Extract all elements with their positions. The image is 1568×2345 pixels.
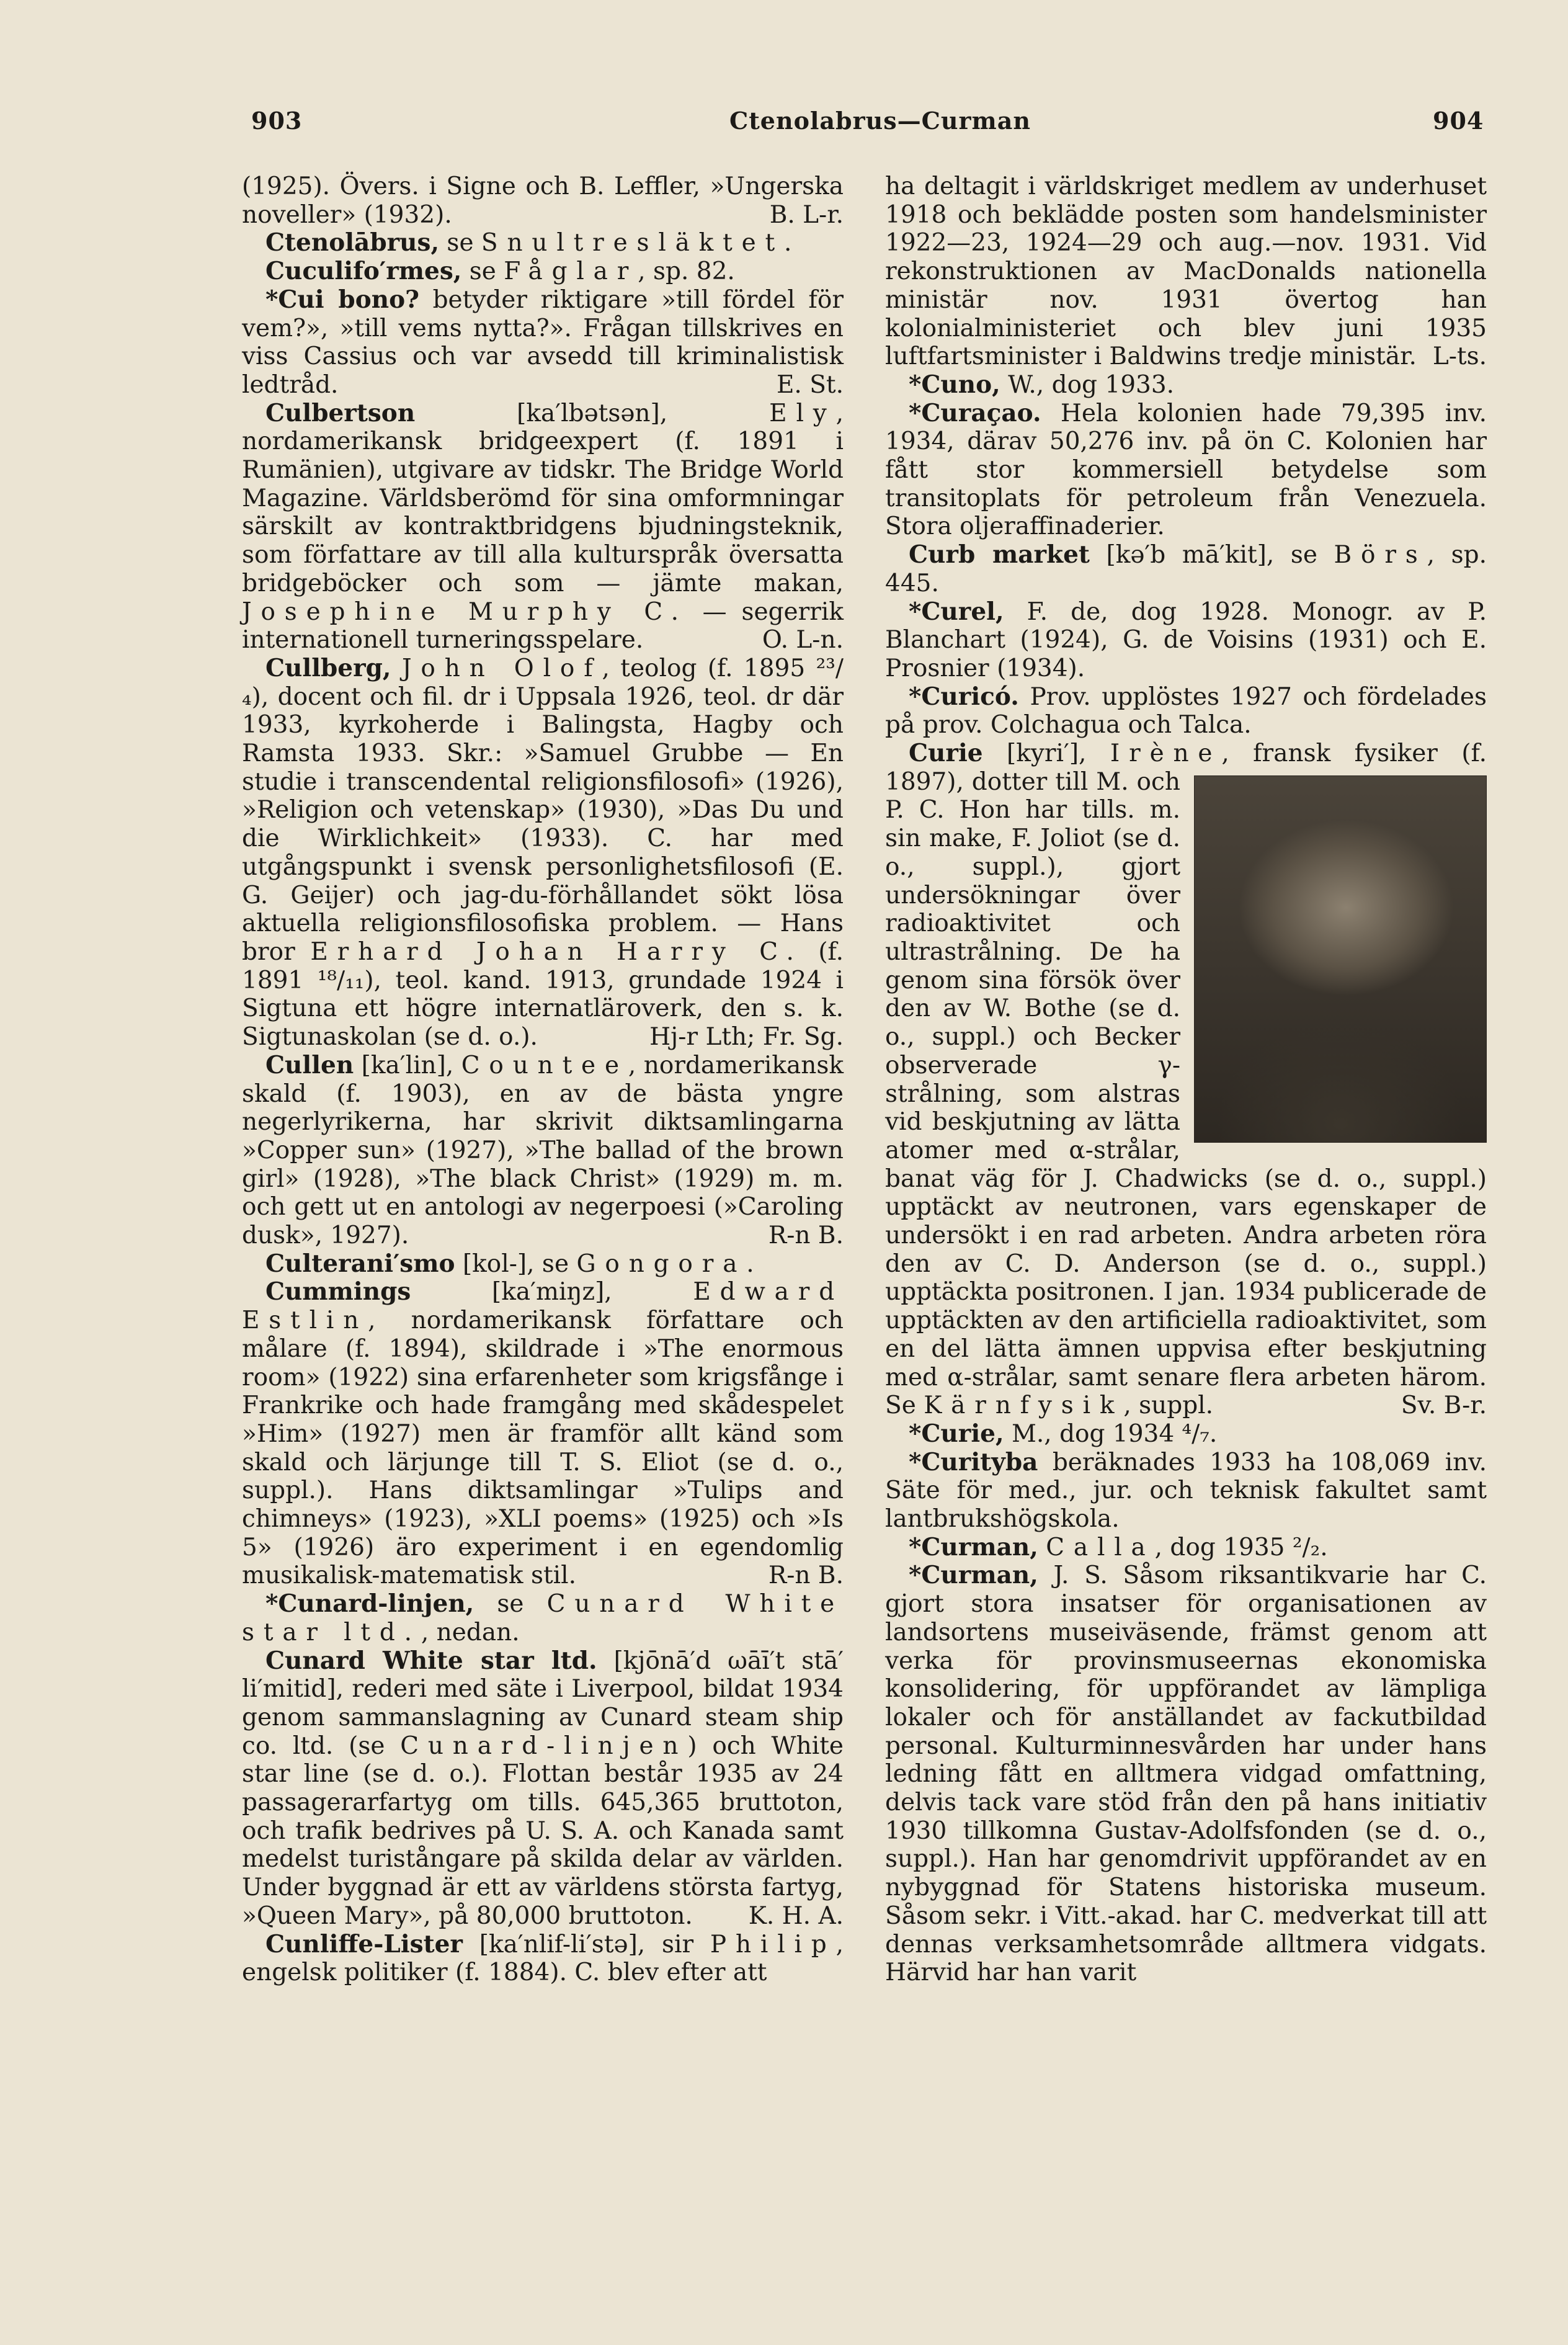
entry-paragraph (242, 286, 844, 400)
entry-paragraph (885, 541, 1487, 597)
entry-paragraph (885, 1449, 1487, 1534)
entry-headword: Cuculifo′rmes, (265, 257, 462, 286)
entry-headword: *Curman, (909, 1532, 1038, 1561)
entry-headword: Cullen (265, 1050, 354, 1079)
entry-text: [kyri′], (982, 739, 1110, 768)
author-signature: R-n B. (768, 1222, 844, 1250)
portrait-photo (1194, 775, 1487, 1143)
entry-text: J. S. Såsom riksantikvarie har C. gjort stora insatser för organisationen av landsortens museiväsende, främst genom att verka för provinsmuseernas ekonomiska konsolidering, för uppförandet av lämpliga lokaler och för anställandet av fackutbildad personal. Kulturminnesvården har under hans ledning fått en alltmera vidgad omfattning, delvis tack vare stöd från den på hans initiativ 1930 tillkomna Gustav-Adolfsfonden (se d. o., suppl.). Han har genomdrivit uppförandet av en nybyggnad för Statens historiska museum. Såsom sekr. i Vitt.-akad. har C. medverkat till att dennas verksamhetsområde alltmera vidgats. Härvid har han varit (885, 1561, 1487, 1987)
author-signature: Sv. B-r. (1401, 1391, 1487, 1420)
entry-text (1038, 1534, 1046, 1561)
entry-text: [kjōnā′d ωāī′t stā′ li′mitid], rederi med säte i Liverpool, bildat 1934 genom sammanslagning av Cunard steam ship co. ltd. (se (242, 1646, 844, 1760)
entry-paragraph (242, 1647, 844, 1931)
entry-paragraph (885, 683, 1487, 739)
spaced-name: Countee (461, 1051, 628, 1079)
entry-text: . (746, 1249, 754, 1278)
entry-paragraph (242, 172, 844, 229)
entry-text: [kə′b mā′kit], se (1089, 541, 1334, 570)
entry-paragraph (885, 1534, 1487, 1562)
entry-headword: *Curman, (909, 1561, 1038, 1590)
author-signature: R-n B. (768, 1561, 844, 1590)
entry-text: — segerrik internationell turneringsspelare. (242, 597, 844, 654)
entry-headword: Culbertson (265, 398, 416, 427)
page-number-right: 904 (1433, 107, 1484, 135)
entry-text: , fransk fysiker (f. 1897), dotter till M. och P. C. Hon har tills. m. sin make, F. Joliot (se d. o., suppl.), gjort undersökningar över radioaktivitet och ultrastrålning. De ha genom sina försök över den av W. Bothe (se d. o., suppl.) och Becker observerade γ-strålning, som alstras vid beskjutning av lätta atomer med α-strålar, banat väg för J. Chadwicks (se d. o., suppl.) upptäckt av neutronen, vars egenskaper de undersökt i en rad arbeten. Andra arbeten röra den av C. D. Anderson (se d. o., suppl.) upptäckta positronen. I jan. 1934 publicerade de upptäckten av den artificiella radioaktivitet, som en del lätta ämnen uppvisa efter beskjutning med α-strålar, samt senare flera arbeten härom. Se (885, 739, 1487, 1420)
entry-text: , teolog (f. 1895 ²³/₄), docent och fil. dr i Uppsala 1926, teol. dr där 1933, kyrkoherde i Balingsta, Hagby och Ramsta 1933. Skr.: »Samuel Grubbe — En studie i transcendental religionsfilosofi» (1926), »Religion och vetenskap» (1930), »Das Du und die Wirklichkeit» (1933). C. har med utgångspunkt i svensk personlighetsfilosofi (E. G. Geijer) och jag-du-förhållandet sökt lösa aktuella religionsfilosofiska problem. — Hans bror (242, 654, 844, 966)
entry-headword: Ctenolābrus, (265, 228, 440, 257)
entry-text: (f. 1891 ¹⁸/₁₁), teol. kand. 1913, grundade 1924 i Sigtuna ett högre internatläroverk, den s. k. Sigtunaskolan (se d. o.). (242, 937, 844, 1052)
entry-text: , nordamerikansk skald (f. 1903), en av de bästa yngre negerlyrikerna, har skrivit diktsamlingarna »Copper sun» (1927), »The ballad of the brown girl» (1928), »The black Christ» (1929) m. m. och gett ut en antologi av negerpoesi (»Caroling dusk», 1927). (242, 1051, 844, 1250)
entry-headword: Culterani′smo (265, 1249, 455, 1278)
author-signature: K. H. A. (748, 1901, 844, 1930)
author-signature: L-ts. (1432, 342, 1487, 371)
entry-text: se (474, 1590, 547, 1619)
entry-paragraph (885, 739, 1487, 1420)
spaced-name: Snultresläktet (481, 229, 785, 257)
running-title: Ctenolabrus—Curman (729, 107, 1031, 135)
entry-headword: *Cunard-linjen, (265, 1589, 474, 1619)
author-signature: Hj-r Lth; Fr. Sg. (649, 1023, 844, 1052)
entry-headword: Cummings (265, 1277, 411, 1306)
entry-headword: *Curityba (909, 1447, 1038, 1476)
entry-text: . (784, 229, 792, 257)
entry-paragraph (242, 1052, 844, 1250)
spaced-name: Erhard Johan Harry C. (310, 937, 803, 966)
entry-headword: *Cuno, (909, 370, 1000, 399)
spaced-name: Cunard-linjen (400, 1731, 688, 1760)
entry-headword: Cunliffe-Lister (265, 1929, 463, 1959)
entry-paragraph (885, 400, 1487, 542)
entry-headword: Curie (909, 739, 983, 768)
entry-text: , nordamerikansk författare och målare (f. 1894), skildrade i »The enormous room» (1922) sina erfarenheter som krigsfånge i Frankrike och hade framgång med skådespelet »Him» (1927) men är framför allt känd som skald och lärjunge till T. S. Eliot (se d. o., suppl.). Hans diktsamlingar »Tulips and chimneys» (1923), »XLI poems» (1925) och »Is 5» (1926) äro experiment i en egendomlig musikalisk-matematisk stil. (242, 1306, 844, 1590)
entry-headword: *Curel, (909, 597, 1004, 626)
spaced-name: Kärnfysik (924, 1391, 1124, 1420)
entry-text: , dog 1935 ²/₂. (1154, 1533, 1328, 1561)
author-signature: O. L-n. (762, 626, 844, 654)
entry-paragraph (885, 598, 1487, 683)
entry-headword: Cullberg, (265, 653, 391, 682)
entry-text: ) och White star line (se d. o.). Flottan består 1935 av 24 passagerarfartyg om tills. 645,365 bruttoton, och trafik bedrives på U. S. A. och Kanada samt medelst turistångare på skilda delar av världen. Under byggnad är ett av världens största fartyg, »Queen Mary», på 80,000 bruttoton. (242, 1731, 844, 1930)
spaced-name: Ely (769, 399, 836, 427)
entry-headword: *Cui bono? (265, 285, 419, 314)
entry-paragraph (242, 1931, 844, 1987)
entry-text: , suppl. (1123, 1391, 1214, 1420)
entry-headword: Curb market (909, 540, 1090, 570)
entry-paragraph (242, 654, 844, 1052)
entry-text: (1925). Övers. i Signe och B. Leffler, »Ungerska noveller» (1932). (242, 172, 844, 229)
entry-headword: *Curaçao. (909, 398, 1041, 427)
entry-paragraph (885, 172, 1487, 371)
spaced-name: Edward Estlin (242, 1278, 844, 1335)
entry-paragraph (242, 1250, 844, 1279)
spaced-name: Cunard White star ltd. (242, 1590, 844, 1646)
spaced-name: John Olof (401, 654, 602, 682)
entry-text: [ka′miŋz], (411, 1278, 693, 1306)
entry-text: se (461, 257, 504, 286)
author-signature: B. L-r. (769, 200, 844, 229)
entry-text: betyder riktigare »till fördel för vem?», »till vems nytta?». Frågan tillskrives en viss Cassius och var avsedd till kriminalistisk ledtråd. (242, 285, 844, 399)
entry-text: , nedan. (421, 1618, 520, 1646)
entry-text: , engelsk politiker (f. 1884). C. blev efter att (242, 1930, 844, 1987)
entry-text: beräknades 1933 ha 108,069 inv. Säte för med., jur. och teknisk fakultet samt lantbrukshögskola. (885, 1448, 1487, 1534)
entry-text: [ka′nlif-li′stə], sir (462, 1930, 710, 1959)
entry-paragraph (242, 229, 844, 257)
entry-text: , nordamerikansk bridgeexpert (f. 1891 i Rumänien), utgivare av tidskr. The Bridge World Magazine. Världsberömd för sina omformningar särskilt av kontraktbridgens bjudningsteknik, som författare av till alla kulturspråk översatta bridgeböcker och som — jämte makan, (242, 399, 844, 597)
entry-paragraph (242, 1590, 844, 1646)
entry-headword: *Curie, (909, 1419, 1004, 1448)
entry-text: , sp. 82. (638, 257, 735, 286)
entry-paragraph (885, 1561, 1487, 1987)
entry-paragraph (242, 1278, 844, 1590)
entry-paragraph (885, 371, 1487, 400)
entry-paragraph (242, 257, 844, 286)
entry-text: ha deltagit i världskriget medlem av underhuset 1918 och beklädde posten som handelsminister 1922—23, 1924—29 och aug.—nov. 1931. Vid rekonstruktionen av MacDonalds nationella ministär nov. 1931 övertog han kolonialministeriet och blev juni 1935 luftfartsminister i Baldwins tredje ministär. (885, 172, 1487, 371)
spaced-name: Calla (1046, 1533, 1155, 1561)
entry-text: se (439, 229, 481, 257)
page-number-left: 903 (251, 107, 303, 135)
entry-text: [kol-], se (455, 1249, 577, 1278)
spaced-name: Fåglar (504, 257, 638, 286)
entry-text (391, 654, 402, 682)
entry-text: [ka′lin], (354, 1051, 461, 1079)
spaced-name: Philip (710, 1930, 836, 1959)
spaced-name: Börs (1334, 541, 1427, 570)
spaced-name: Josephine Murphy C. (242, 597, 688, 626)
spaced-name: Gongora (576, 1249, 747, 1278)
entry-paragraph (242, 400, 844, 654)
entry-text: W., dog 1933. (1000, 370, 1175, 399)
spaced-name: Irène (1110, 739, 1222, 768)
entry-paragraph (885, 1420, 1487, 1449)
entry-text: , sp. 445. (885, 541, 1487, 597)
entry-text: F. de, dog 1928. Monogr. av P. Blanchart (1924), G. de Voisins (1931) och E. Prosnier (1934). (885, 597, 1487, 682)
entry-text: [ka′lbətsən], (415, 399, 770, 427)
entry-headword: *Curicó. (909, 682, 1019, 711)
entry-text: Prov. upplöstes 1927 och fördelades på prov. Colchagua och Talca. (885, 682, 1487, 739)
entry-headword: Cunard White star ltd. (265, 1646, 597, 1675)
entry-text: M., dog 1934 ⁴/₇. (1004, 1419, 1218, 1448)
left-column (242, 172, 844, 1987)
author-signature: E. St. (776, 370, 844, 399)
right-column (885, 172, 1487, 1987)
entry-text: Hela kolonien hade 79,395 inv. 1934, därav 50,276 inv. på ön C. Kolonien har fått stor kommersiell betydelse som transitoplats för petroleum från Venezuela. Stora oljeraffinaderier. (885, 399, 1487, 541)
